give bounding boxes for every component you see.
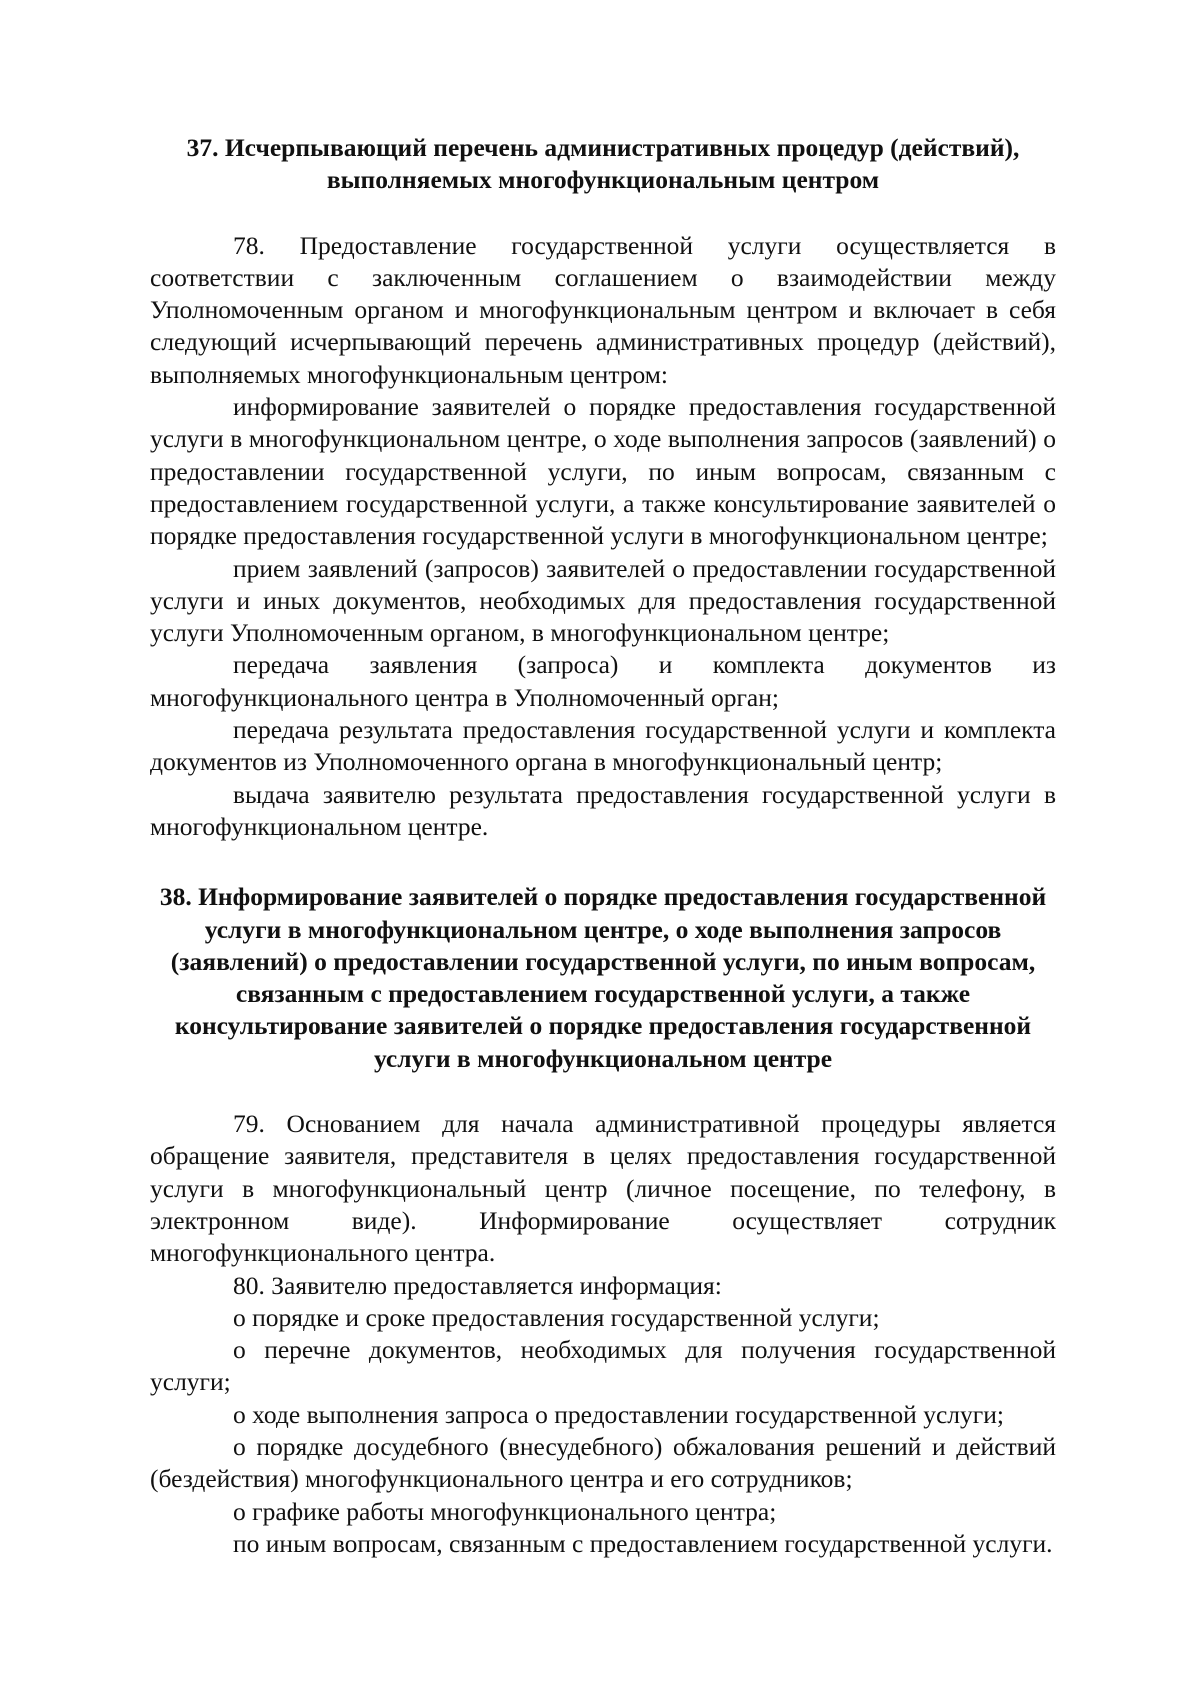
section-38-heading-line-6: услуги в многофункциональном центре xyxy=(373,1043,833,1073)
info-item-procedure-and-terms: о порядке и сроке предоставления государственной услуги; xyxy=(233,1302,880,1332)
info-item-other-questions: по иным вопросам, связанным с предоставлением государственной услуги. xyxy=(233,1528,1053,1558)
paragraph-80: 80. Заявителю предоставляется информация: xyxy=(233,1270,722,1300)
section-38-heading xyxy=(150,881,1056,1075)
section-38-heading-line-2: услуги в многофункциональном центре, о ходе выполнения запросов xyxy=(204,914,1002,944)
section-38-heading-line-1: 38. Информирование заявителей о порядке предоставления государственной xyxy=(159,882,1047,912)
procedure-item-informing: информирование заявителей о порядке предоставления государственной услуги в многофункциональном центре, о ходе выполнения запросов (заявлений) о предоставлении государственной услуги, по иным вопросам, связанным с предоставлением государственной услуги, а также консультирование заявителей о порядке предоставления государственной услуги в многофункциональном центре; xyxy=(150,392,1056,551)
section-38-heading-line-5: консультирование заявителей о порядке предоставления государственной xyxy=(174,1011,1032,1041)
paragraph-78: 78. Предоставление государственной услуги осуществляется в соответствии с заключенным соглашением о взаимодействии между Уполномоченным органом и многофункциональным центром и включает в себя следующий исчерпывающий перечень административных процедур (действий), выполняемых многофункциональным центром: xyxy=(150,230,1056,389)
procedure-item-reception: прием заявлений (запросов) заявителей о предоставлении государственной услуги и иных документов, необходимых для предоставления государственной услуги Уполномоченным органом, в многофункциональном центре; xyxy=(150,553,1056,648)
procedure-item-transfer-to-center: передача результата предоставления государственной услуги и комплекта документов из Уполномоченного органа в многофункциональный центр; xyxy=(150,715,1056,777)
section-37-heading xyxy=(150,132,1056,197)
procedure-item-transfer-to-authority: передача заявления (запроса) и комплекта документов из многофункционального центра в Уполномоченный орган; xyxy=(150,650,1056,712)
section-37-heading-line-1: 37. Исчерпывающий перечень административных процедур (действий), xyxy=(186,133,1020,162)
section-38-heading-line-4: связанным с предоставлением государственной услуги, а также xyxy=(235,979,971,1009)
section-38-heading-line-3: (заявлений) о предоставлении государственной услуги, по иным вопросам, xyxy=(170,946,1036,976)
info-item-work-schedule: о графике работы многофункционального центра; xyxy=(233,1496,777,1526)
section-37-heading-line-2: выполняемых многофункциональным центром xyxy=(326,165,880,195)
procedure-item-issuance: выдача заявителю результата предоставления государственной услуги в многофункциональном центре. xyxy=(150,779,1056,841)
info-item-request-progress: о ходе выполнения запроса о предоставлении государственной услуги; xyxy=(233,1399,1004,1429)
info-item-documents-list: о перечне документов, необходимых для получения государственной услуги; xyxy=(150,1335,1056,1397)
document-body xyxy=(150,132,1056,1560)
paragraph-79: 79. Основанием для начала административной процедуры является обращение заявителя, представителя в целях предоставления государственной услуги в многофункциональный центр (личное посещение, по телефону, в электронном виде). Информирование осуществляет сотрудник многофункционального центра. xyxy=(150,1109,1056,1268)
info-item-appeal-procedure: о порядке досудебного (внесудебного) обжалования решений и действий (бездействия) многофункционального центра и его сотрудников; xyxy=(150,1431,1056,1494)
